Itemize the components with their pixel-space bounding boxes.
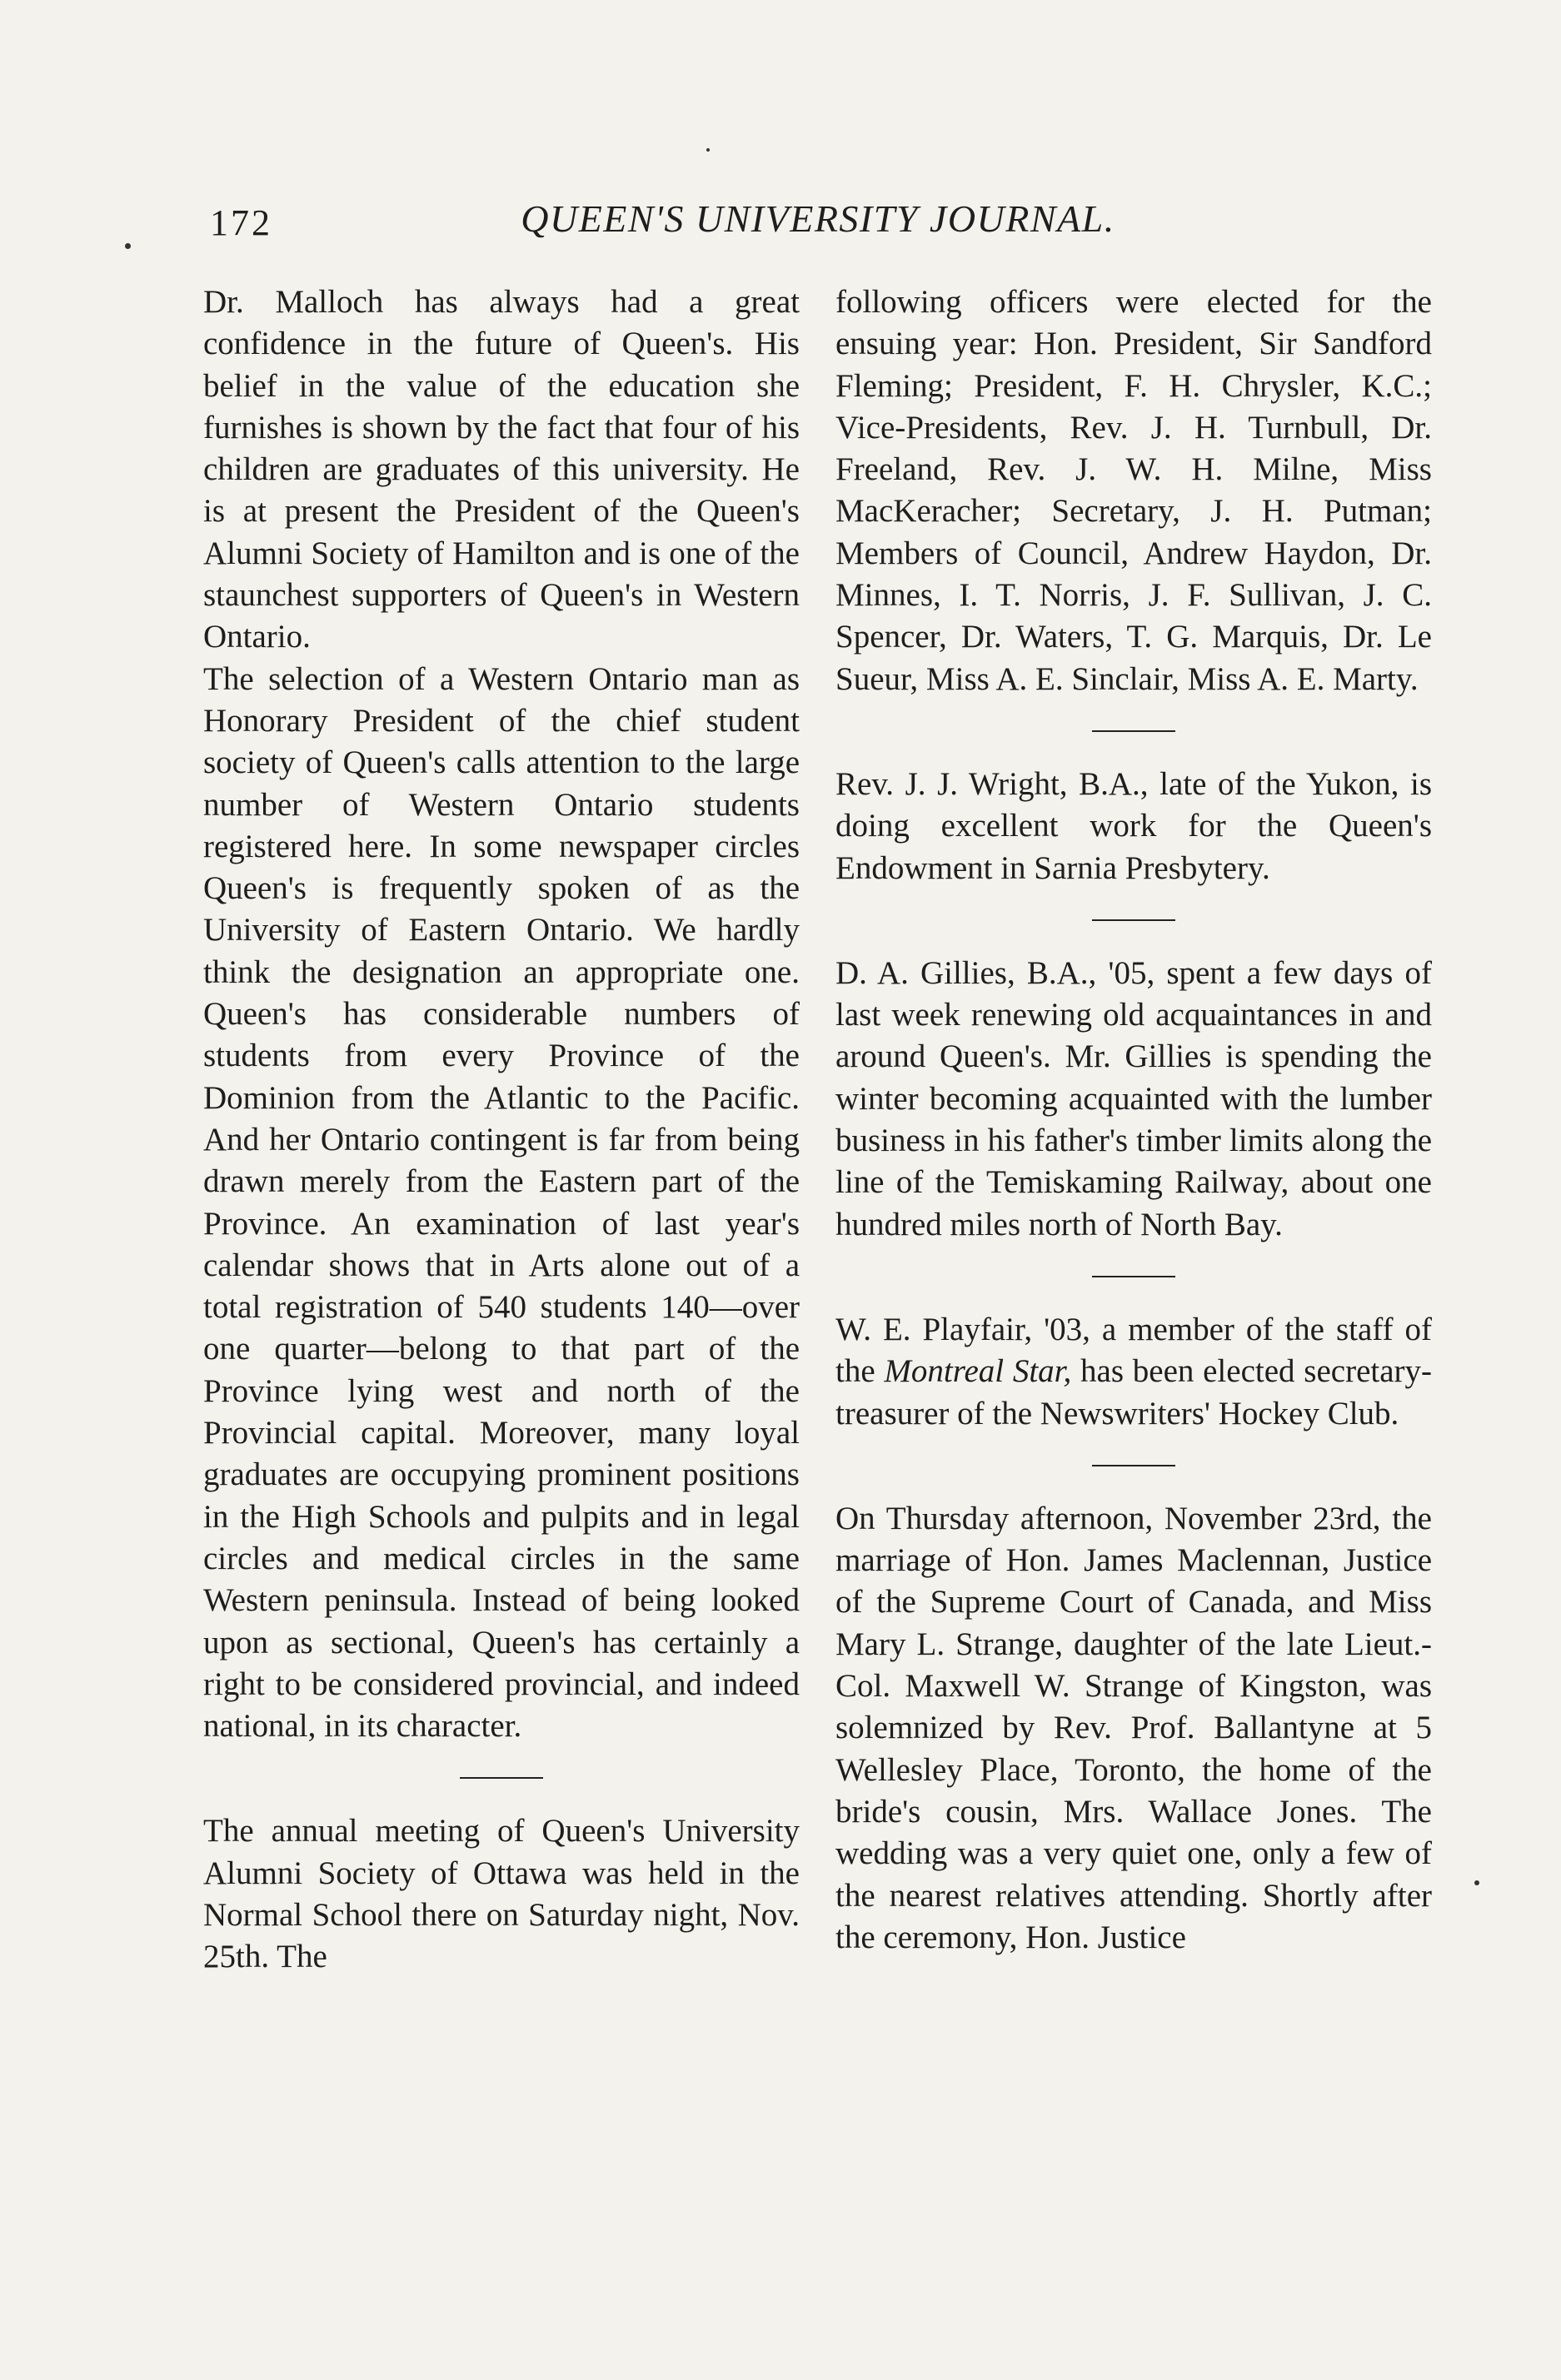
wright-paragraph: Rev. J. J. Wright, B.A., late of the Yukon, is doing excellent work for the Queen's Endowment in Sarnia Presbytery. [835, 765, 1432, 886]
page-header [210, 193, 1426, 251]
section-divider [1092, 1465, 1175, 1466]
page-number: 172 [210, 202, 272, 243]
ink-speck [1474, 1880, 1479, 1885]
ink-speck [706, 148, 710, 152]
running-title: QUEEN'S UNIVERSITY JOURNAL. [521, 197, 1115, 240]
playfair-paragraph [835, 1309, 1432, 1435]
playfair-text-end: has been elected secretary-treasurer of the Newswriters' Hockey Club. [835, 1353, 1432, 1431]
malloch-paragraph: Dr. Malloch has always had a great confidence in the future of Queen's. His belief in the value of the education she furnishes is shown by the fact that four of his children are graduates of this university. He is at present the President of the Queen's Alumni Society of Hamilton and is one of the staunchest supporters of Queen's in Western Ontario. [203, 284, 800, 655]
gillies-paragraph: D. A. Gillies, B.A., '05, spent a few days of last week renewing old acquaintances in and around Queen's. Mr. Gillies is spending the winter becoming acquainted with the lumber business in his father's timber limits along the line of the Temiskaming Railway, about one hundred miles north of North Bay. [835, 954, 1432, 1242]
western-ontario-paragraph: The selection of a Western Ontario man as Honorary President of the chief student society of Queen's calls attention to the large number of Western Ontario students registered here. In some newspaper circles Queen's is frequently spoken of as the University of Eastern Ontario. We hardly think the designation an appropriate one. Queen's has considerable numbers of students from every Province of the Dominion from the Atlantic to the Pacific. And her Ontario contingent is far from being drawn merely from the Eastern part of the Province. An examination of last year's calendar shows that in Arts alone out of a total registration of 540 students 140—over one quarter—belong to that part of the Province lying west and north of the Provincial capital. Moreover, many loyal graduates are occupying prominent positions in the High Schools and pulpits and in legal circles and medical circles in the same Western peninsula. Instead of being looked upon as sectional, Queen's has certainly a right to be considered provincial, and indeed national, in its character. [203, 660, 800, 1745]
section-divider [1092, 730, 1175, 732]
left-column [203, 281, 800, 1979]
ottawa-alumni-paragraph: The annual meeting of Queen's University Alumni Society of Ottawa was held in the Normal School there on Saturday night, Nov. 25th. The [203, 1813, 800, 1975]
section-divider [1092, 1276, 1175, 1277]
right-column [835, 281, 1432, 1959]
ink-speck [125, 243, 131, 249]
section-divider [460, 1777, 543, 1779]
section-divider [1092, 919, 1175, 921]
newspaper-name: Montreal Star, [884, 1353, 1072, 1390]
playfair-text-start: W. E. Playfair, '03, a member of the staff of the [835, 1311, 1432, 1390]
officers-paragraph: following officers were elected for the ensuing year: Hon. President, Sir Sandford Fleming; President, F. H. Chrysler, K.C.; Vice-Presidents, Rev. J. H. Turnbull, Dr. Freeland, Rev. J. W. H. Milne, Miss MacKeracher; Secretary, J. H. Putman; Members of Council, Andrew Haydon, Dr. Minnes, I. T. Norris, J. F. Sullivan, J. C. Spencer, Dr. Waters, T. G. Marquis, Dr. Le Sueur, Miss A. E. Sinclair, Miss A. E. Marty. [835, 284, 1432, 697]
wedding-paragraph: On Thursday afternoon, November 23rd, the marriage of Hon. James Maclennan, Justice of the Supreme Court of Canada, and Miss Mary L. Strange, daughter of the late Lieut.-Col. Maxwell W. Strange of Kingston, was solemnized by Rev. Prof. Ballantyne at 5 Wellesley Place, Toronto, the home of the bride's cousin, Mrs. Wallace Jones. The wedding was a very quiet one, only a few of the nearest relatives attending. Shortly after the ceremony, Hon. Justice [835, 1500, 1432, 1955]
